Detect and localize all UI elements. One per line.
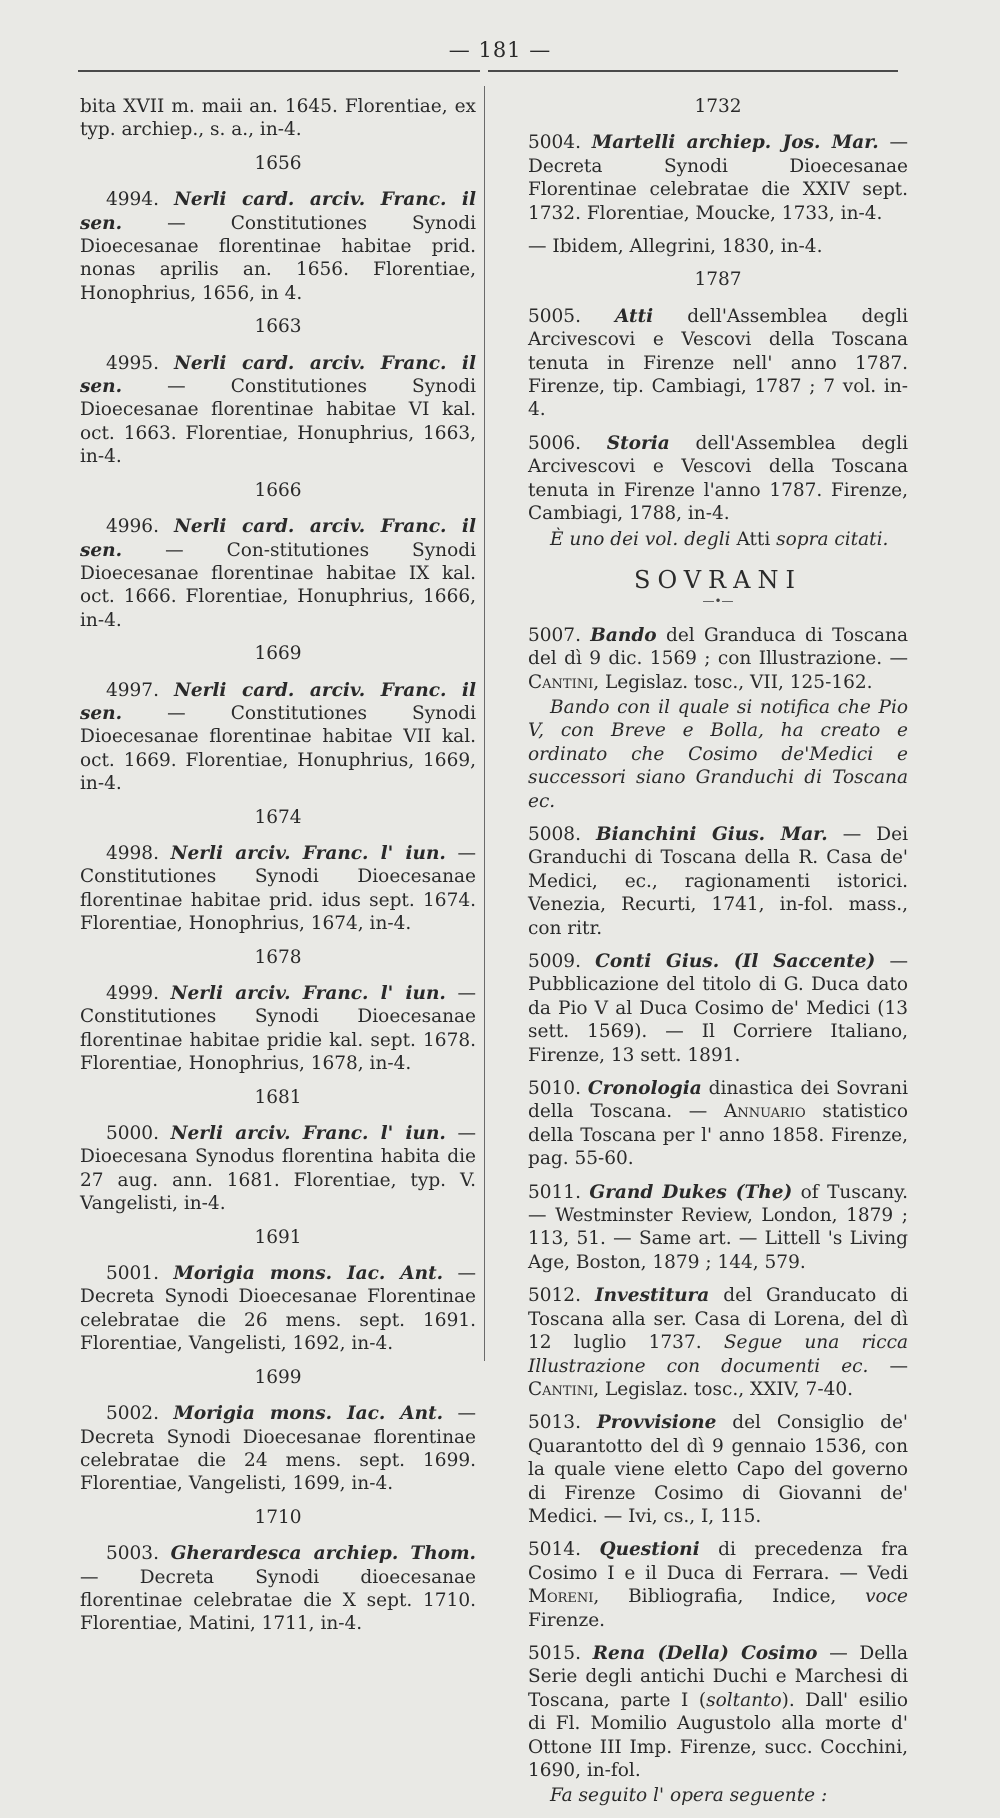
entry-author: Questioni: [599, 1539, 700, 1561]
entry-4998: 4998. Nerli arciv. Franc. l' iun. — Constitutiones Synodi Dioecesanae florentinae habitae prid. idus sept. 1674. Florentiae, Honophrius, 1674, in-4.: [80, 842, 476, 935]
entry-author: Nerli card. arciv. Franc. il sen.: [80, 516, 476, 561]
entry-author: Nerli card. arciv. Franc. il sen.: [80, 352, 476, 398]
year-heading-1678: 1678: [254, 946, 302, 968]
entry-author: Bianchini Gius. Mar.: [596, 823, 828, 845]
entry-author: Gherardesca archiep. Thom.: [170, 1543, 477, 1565]
year-heading-1656: 1656: [254, 152, 302, 174]
entry-author: Atti: [615, 305, 654, 327]
header-rule-left: [78, 70, 480, 72]
entry-5003: 5003. Gherardesca archiep. Thom. — Decreta Synodi dioecesanae florentinae celebratae die X sept. 1710. Florentiae, Matini, 1711, in-4.: [80, 1543, 477, 1635]
entry-5007: 5007. Bando del Granduca di Toscana del dì 9 dic. 1569 ; con Illustrazione. — Cantini, Legislaz. tosc., VII, 125-162.: [528, 624, 908, 693]
year-heading-1663: 1663: [254, 316, 302, 338]
entry-author: Investitura: [594, 1285, 710, 1307]
year-heading-1691: 1691: [254, 1226, 302, 1248]
entry-5009: 5009. Conti Gius. (Il Saccente) — Pubblicazione del titolo di G. Duca dato da Pio V al Duca Cosimo de' Medici (13 sett. 1569). — Il Corriere Italiano, Firenze, 13 sett. 1891.: [528, 951, 908, 1066]
entry-5005: 5005. Atti dell'Assemblea degli Arcivescovi e Vescovi della Toscana tenuta in Firenze nell' anno 1787. Firenze, tip. Cambiagi, 1787 ; 7 vol. in-4.: [528, 305, 909, 421]
entry-5004-reprint: — Ibidem, Allegrini, 1830, in-4.: [528, 236, 823, 258]
entry-author: Martelli archiep. Jos. Mar.: [591, 132, 879, 154]
entry-author: Rena (Della) Cosimo: [592, 1642, 818, 1664]
entry-author: Nerli arciv. Franc. l' iun.: [170, 1123, 446, 1145]
entry-author: Nerli arciv. Franc. l' iun.: [170, 983, 446, 1004]
entry-author: Morigia mons. Iac. Ant.: [173, 1403, 444, 1425]
section-title: SOVRANI: [634, 565, 802, 594]
entry-4995: 4995. Nerli card. arciv. Franc. il sen. — Constitutiones Synodi Dioecesanae florentinae habitae VI kal. oct. 1663. Florentiae, Honuphrius, 1663, in-4.: [80, 352, 476, 468]
entry-5007-note: Bando con il quale si notifica che Pio V, con Breve e Bolla, ha creato e ordinato che Cosimo de'Medici e successori siano Granduchi di Toscana ec.: [528, 696, 908, 812]
entry-4999: 4999. Nerli arciv. Franc. l' iun. — Constitutiones Synodi Dioecesanae florentinae habitae pridie kal. sept. 1678. Florentiae, Honophrius, 1678, in-4.: [80, 983, 476, 1075]
entry-4997: 4997. Nerli card. arciv. Franc. il sen. — Constitutiones Synodi Dioecesanae florentinae habitae VII kal. oct. 1669. Florentiae, Honuphrius, 1669, in-4.: [80, 679, 476, 795]
year-heading-1681: 1681: [254, 1086, 302, 1108]
year-heading-1699: 1699: [254, 1366, 302, 1388]
entry-5006-note: È uno dei vol. degli Atti sopra citati.: [550, 528, 889, 550]
entry-author: Nerli card. arciv. Franc. il sen.: [80, 679, 476, 724]
entry-5011: 5011. Grand Dukes (The) of Tuscany. — Westminster Review, London, 1879 ; 113, 51. — Same art. — Littell 's Living Age, Boston, 1879 ; 144, 579.: [528, 1181, 908, 1273]
right-column: [528, 95, 908, 1818]
column-divider: [484, 86, 485, 1361]
entry-5015-note: Fa seguito l' opera seguente :: [550, 1785, 828, 1807]
entry-5008: 5008. Bianchini Gius. Mar. — Dei Granduchi di Toscana della R. Casa de' Medici, ec., ragionamenti istorici. Venezia, Recurti, 1741, in-fol. mass., con ritr.: [528, 823, 909, 939]
entry-author: Cronologia: [587, 1078, 702, 1100]
entry-author: Nerli arciv. Franc. l' iun.: [170, 842, 446, 864]
entry-author: Provvisione: [596, 1412, 717, 1434]
entry-5012: 5012. Investitura del Granducato di Toscana alla ser. Casa di Lorena, del dì 12 luglio 1737. Segue una ricca Illustrazione con documenti ec. — Cantini, Legislaz. tosc., XXIV, 7-40.: [528, 1285, 908, 1400]
entry-5015: 5015. Rena (Della) Cosimo — Della Serie degli antichi Duchi e Marchesi di Toscana, parte I (soltanto). Dall' esilio di Fl. Momilio Augustolo alla morte d' Ottone III Imp. Firenze, succ. Cocchini, 1690, in-fol.: [528, 1642, 909, 1781]
year-heading-1710: 1710: [254, 1506, 302, 1528]
entry-author: Bando: [590, 624, 657, 646]
entry-5002: 5002. Morigia mons. Iac. Ant. — Decreta Synodi Dioecesanae florentinae celebratae die 24 mens. sept. 1699. Florentiae, Vangelisti, 1699, in-4.: [80, 1403, 476, 1495]
year-heading-1732: 1732: [694, 96, 742, 117]
entry-4994: 4994. Nerli card. arciv. Franc. il sen. — Constitutiones Synodi Dioecesanae florentinae habitae prid. nonas aprilis an. 1656. Florentiae, Honophrius, 1656, in 4.: [80, 189, 476, 304]
entry-author: Grand Dukes (The): [589, 1181, 793, 1203]
entry-author: Storia: [606, 432, 670, 454]
entry-author: Morigia mons. Iac. Ant.: [173, 1263, 444, 1285]
year-heading-1669: 1669: [254, 643, 302, 665]
entry-4996: 4996. Nerli card. arciv. Franc. il sen. — Con-stitutiones Synodi Dioecesanae florentinae habitae IX kal. oct. 1666. Florentiae, Honuphrius, 1666, in-4.: [80, 516, 476, 631]
entry-5014: 5014. Questioni di precedenza fra Cosimo I e il Duca di Ferrara. — Vedi Moreni, Bibliografia, Indice, voce Firenze.: [528, 1539, 909, 1631]
section-ornament: —•—: [702, 594, 734, 609]
page-number: — 181 —: [448, 38, 552, 62]
header-rule-right: [488, 70, 898, 72]
entry-author: Nerli card. arciv. Franc. il sen.: [80, 189, 476, 234]
entry-5010: 5010. Cronologia dinastica dei Sovrani della Toscana. — Annuario statistico della Toscana per l' anno 1858. Firenze, pag. 55-60.: [528, 1078, 908, 1170]
year-heading-1674: 1674: [254, 806, 302, 828]
entry-5004: 5004. Martelli archiep. Jos. Mar. — Decreta Synodi Dioecesanae Florentinae celebratae die XXIV sept. 1732. Florentiae, Moucke, 1733, in-4.: [528, 132, 908, 224]
left-column: [80, 95, 476, 1646]
entry-continuation: bita XVII m. maii an. 1645. Florentiae, ex typ. archiep., s. a., in-4.: [80, 96, 476, 141]
entry-author: Conti Gius. (Il Saccente): [595, 951, 876, 972]
year-heading-1666: 1666: [254, 479, 302, 501]
entry-5000: 5000. Nerli arciv. Franc. l' iun. — Dioecesana Synodus florentina habita die 27 aug. ann. 1681. Florentiae, typ. V. Vangelisti, in-4.: [80, 1123, 476, 1215]
entry-5001: 5001. Morigia mons. Iac. Ant. — Decreta Synodi Dioecesanae Florentinae celebratae die 26 mens. sept. 1691. Florentiae, Vangelisti, 1692, in-4.: [80, 1263, 476, 1355]
year-heading-1787: 1787: [694, 269, 742, 291]
entry-5013: 5013. Provvisione del Consiglio de' Quarantotto del dì 9 gennaio 1536, con la quale viene eletto Capo del governo di Firenze Cosimo di Giovanni de' Medici. — Ivi, cs., I, 115.: [528, 1412, 908, 1527]
entry-5006: 5006. Storia dell'Assemblea degli Arcivescovi e Vescovi della Toscana tenuta in Firenze l'anno 1787. Firenze, Cambiagi, 1788, in-4.: [528, 432, 908, 525]
